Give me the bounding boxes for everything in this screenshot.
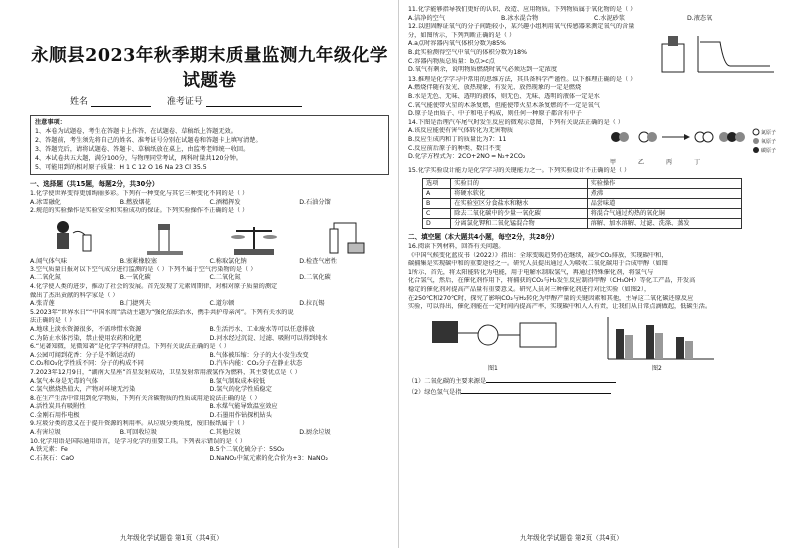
legend-entry: 碳原子: [761, 148, 777, 155]
option: B.反应生成丙和丁的质量比为7：11: [408, 135, 507, 143]
option: B.气体被压缩：分子的大小发生改变: [209, 351, 309, 359]
question-4-cont: 做出了杰出贡献的科学家是（ ）: [30, 291, 119, 299]
passage-line: 《中国气候变化蓝皮书（2022）》指出：全球变暖趋势仍在继续，减少CO₂排放，实现碳中和，: [408, 251, 668, 259]
table-cell: D: [423, 218, 451, 228]
figure-1-caption: 图1: [488, 364, 498, 372]
question-7: 7.2023年12月9日，“湖南大星座”首星发射成功，卫星发射常用液氢作为燃料，其主要优点是（ ）: [30, 368, 301, 376]
passage-line: 稳定的催化剂对提高产品量有重要意义。研究人员对三种催化剂进行对比实验（如图2），: [408, 285, 651, 293]
option: C.氢气燃烧热值大，产物对环境无污染: [30, 386, 136, 394]
option: A.活性炭具有吸附性: [30, 403, 86, 411]
question-4-options: [30, 300, 389, 309]
passage-line: 化合氢气，然后，在催化剂作用下，将捕获的CO₂与H₂发生反应制得甲醇（CH₃OH）等化工产品，开发高: [408, 277, 696, 285]
question-9-options: [30, 429, 389, 438]
question-2-options: [30, 258, 389, 266]
option: B.5个二氧化硫分子：5SO₂: [209, 446, 285, 454]
question-16: 16.阅读下列材料，回答有关问题。: [408, 242, 505, 250]
methanol-process-figure: [428, 315, 568, 365]
table-row: [423, 188, 742, 198]
sub-question-1: [408, 375, 780, 387]
question-12-cont: 分，如图所示，下列判断正确的是（ ）: [408, 31, 516, 39]
question-2: 2.规范的实验操作是实验安全和实验成功的保证。下列实验操作不正确的是（ ）: [30, 207, 249, 215]
option: A.铁元素：Fe: [30, 446, 68, 454]
option: C.容器内物质总质量：b点>c点: [408, 57, 495, 65]
answer-blank[interactable]: [461, 386, 611, 394]
option: B.此实验测得空气中氧气的体积分数为18%: [408, 48, 527, 56]
option: C.金刚石用作电极: [30, 411, 80, 419]
question-3-options: [30, 274, 389, 283]
option: C.石灰石：CaO: [30, 454, 75, 462]
section-heading: 二、填空题（本大题共4小题，每空2分，共28分）: [408, 232, 559, 241]
table-cell: 品尝味道: [587, 198, 741, 208]
notice-item: 4、本试卷共五大题，满分100分，与物理同堂考试，两科时量共120分钟。: [35, 155, 242, 162]
option: A.a点时容器内氧气体积分数为85%: [408, 40, 506, 48]
option: C.水泥砂浆: [594, 14, 626, 22]
table-cell: A: [423, 188, 451, 198]
option: A.地球上淡水资源很多，不需珍惜水资源: [30, 325, 142, 333]
sub-question-text: （1）二氧化碳的主要来源是: [408, 377, 487, 385]
notice-item: 2、答题前，考生须先将自己的姓名、准考证号分别在试题卷和答题卡上填写清楚。: [35, 137, 262, 144]
question-6-options: [30, 360, 389, 369]
airtightness-figure: [316, 219, 372, 257]
option: D.NaNO₂中氮元素的化合价为+3：NaNO₂: [209, 454, 329, 462]
figure-2: [598, 315, 718, 373]
option: D.检查气密性: [299, 257, 337, 265]
question-14: 14.下图是治理汽车尾气时发生反应的微观示意图，下列有关说法正确的是（ ）: [408, 118, 624, 126]
option: B.门捷列夫: [119, 300, 151, 308]
option: C.称取氯化钠: [209, 257, 247, 265]
table-row: [423, 208, 742, 218]
option: C.道尔顿: [209, 300, 235, 308]
name-field[interactable]: [91, 97, 151, 107]
notice-heading: 注意事项：: [35, 119, 66, 126]
table-cell: C: [423, 208, 451, 218]
question-2-figures: [30, 217, 389, 257]
passage-line: 实验，可以得出，催化剂能在一定时间内提高产率，实现碳中和人人有责，让我们从日常点滴做起，低碳生活。: [408, 303, 712, 311]
notice-item: 5、可能用到的相对原子质量：H 1 C 12 O 16 Na 23 Cl 35.5: [35, 164, 207, 171]
option: C.为防止水体污染，禁止使用农药和化肥: [30, 334, 142, 342]
student-info: [70, 94, 389, 107]
question-8: 8.在生产生活中常用到化学物质，下列有关含碳物质的性质或用途说法正确的是（ ）: [30, 394, 261, 402]
question-5: 5.2023年“世界水日”“中国水周”活动主题为“强化依法治水，携手共护母亲河”。下列有关水的说: [30, 308, 294, 316]
reaction-molecules: [604, 127, 780, 157]
option: D.氢气的化学性质稳定: [209, 386, 272, 394]
question-3: 3.空气质量日报对以下空气成分进行监测的是（ ）下列不属于空气污染物的是（ ）: [30, 265, 257, 273]
question-1-options: [30, 199, 389, 208]
option: D.石墨用作钻探机钻头: [209, 411, 272, 419]
section-heading: 一、选择题（共15题，每题2分，共30分）: [30, 180, 159, 188]
experiment-table: [422, 178, 742, 229]
option: D.石油分馏: [299, 198, 331, 206]
option: C.氧气能使带火星的木条复燃，但能使带火星木条复燃的不一定是氧气: [408, 101, 600, 109]
table-header: 选项: [423, 178, 451, 188]
option: C.O₂和O₃化学性质不同：分子的构成不同: [30, 360, 144, 368]
question-8-options: [30, 403, 389, 412]
question-7-options: [30, 378, 389, 387]
option: D.厨余垃圾: [299, 429, 331, 437]
question-11-options: [408, 15, 780, 24]
question-10-options: [30, 455, 389, 464]
page-footer: 九年级化学试题卷 第1页（共4页）: [120, 534, 223, 542]
question-1: 1.化学使世界变得更加绚丽多彩。下列有一种变化与其它三种变化不同的是（ ）: [30, 190, 249, 197]
passage-figures: [428, 315, 780, 373]
question-5-options: [30, 326, 389, 335]
sub-question-2: [408, 386, 780, 398]
question-5-cont: 法正确的是（ ）: [30, 317, 76, 325]
question-12: 12.以胆固醇证氧气的分子间距较小，某兴趣小组利用氧气传感器来测定氧气的含量: [408, 23, 635, 31]
option: D.液态氧: [687, 14, 713, 22]
molecule-name: 丙: [666, 159, 673, 167]
molecule-name: 甲: [610, 159, 617, 167]
passage-line: 在250℃和270℃时，探究了影响CO₂与H₂转化为甲醇产量的关键因素和其他，主导这二氧化碳还原反应: [408, 294, 694, 302]
question-15: 15.化学实验设计能力是化学学习的关键能力之一。下列实验设计不正确的是（ ）: [408, 167, 631, 175]
option: D.二氧化碳: [299, 274, 331, 282]
table-header-row: [423, 178, 742, 188]
page-divider: [398, 0, 399, 548]
option: A.燃烧伴随有发光、放热现象，有发光、放热现象的一定是燃烧: [408, 84, 582, 92]
option: A.闻气体气味: [30, 257, 68, 265]
table-cell: 将混合气通过灼热的氧化铜: [587, 208, 741, 218]
option: B.塞紧橡胶塞: [119, 257, 157, 265]
question-8-options: [30, 412, 389, 421]
option: A.洁净的空气: [408, 14, 446, 22]
question-6: 6.“见著知微，见微知著”是化学学科的特点。下列有关说法正确的是（ ）: [30, 343, 230, 351]
question-7-options: [30, 386, 389, 395]
option: B.燃放烟花: [119, 198, 151, 206]
option: B.生活污水、工业废水等可以任意排放: [209, 325, 315, 333]
catalyst-bar-figure: [598, 315, 718, 365]
sub-question-text: （2）绿色氢气是指: [408, 389, 462, 397]
option: A.二氧化氮: [30, 274, 61, 282]
name-label: 姓名: [70, 97, 89, 107]
question-9: 9.垃圾分类的意义在于提升资源的利用率。从垃圾分类角度，废旧报纸属于（ ）: [30, 420, 249, 428]
notice-item: 1、本卷为试题卷，考生在答题卡上作答，在试题卷、草稿纸上答题无效。: [35, 128, 237, 135]
balance-figure: [226, 219, 282, 257]
option: D.河水经过沉淀、过滤、吸附可以得到纯水: [209, 334, 328, 342]
option: B.一氧化碳: [119, 274, 151, 282]
molecule-name: 丁: [694, 159, 701, 167]
option: D.原子是由质子、中子和电子构成，则任何一种原子都含有中子: [408, 110, 582, 118]
rubber-stopper-figure: [137, 219, 193, 257]
molecule-names: [610, 157, 700, 166]
ticket-field[interactable]: [206, 97, 302, 107]
option: A.公园可闻到花香：分子是不断运动的: [30, 351, 136, 359]
question-10-options: [30, 446, 389, 455]
question-4: 4.化学使人类的进步，推动了社会的发展。首先发现了元素周期律，对相对原子质量的测定: [30, 282, 278, 290]
table-row: [423, 198, 742, 208]
notice-box: [30, 115, 389, 175]
option: B.水是无色、无味、透明的液体，则无色、无味、透明的液体一定是水: [408, 92, 600, 100]
notice-item: 3、答题完后，请将试题卷、答题卡、草稿纸放在桌上，由监考老师统一收回。: [35, 146, 250, 153]
figure-2-caption: 图2: [652, 364, 662, 372]
exam-title: 永顺县2023年秋季期末质量监测九年级化学试题卷: [31, 46, 388, 91]
reaction-diagram: [604, 127, 780, 167]
molecule-name: 乙: [638, 159, 645, 167]
legend-entry: 氮原子: [761, 130, 777, 137]
option: D.氧气有剩余，说明物质燃烧时氧气必须达到一定浓度: [408, 66, 558, 74]
option: A.冰雪融化: [30, 198, 61, 206]
figure-1: [428, 315, 568, 373]
oxygen-sensor-figure: [658, 32, 778, 76]
table-cell: B: [423, 198, 451, 208]
table-cell: 煮沸: [587, 188, 741, 198]
passage-line: 1所示，首先，将太阳能转化为电能，用于电解水制取氢气，再通过特殊催化剂，将氢气与: [408, 268, 654, 276]
option: A.张青莲: [30, 300, 55, 308]
legend-entry: 氧原子: [761, 139, 777, 146]
table-header: 实验操作: [587, 178, 741, 188]
page-2: [400, 0, 794, 548]
option: C.酒精挥发: [209, 198, 241, 206]
table-cell: 溶解、加水溶解、过滤、洗涤、蒸发: [587, 218, 741, 228]
ticket-label: 准考证号: [166, 97, 203, 107]
option: A.该反应能使有害气体转化为无害物质: [408, 127, 514, 135]
page-footer: 九年级化学试题卷 第2页（共4页）: [520, 534, 623, 542]
passage-line: 碳捕集是实现碳中和的重要途径之一。研究人员提出通过人为吸收二氧化碳用于合成甲醇（如图: [408, 260, 668, 268]
question-10: 10.化学用语是国际通用语言，是学习化学的重要工具。下列表示错误的是（ ）: [30, 437, 246, 445]
option: B.可回收垃圾: [119, 429, 157, 437]
smell-gas-figure: [47, 219, 103, 257]
question-5-options: [30, 335, 389, 344]
table-cell: 分离氯化钾和二氧化锰混合物: [451, 218, 587, 228]
option: B.水煤气能导致温室效应: [209, 403, 278, 411]
option: B.氢气制取成本较低: [209, 377, 266, 385]
question-13: 13.推理是化学学习中常用的思维方法，其具备科学严谨性。以下推理正确的是（ ）: [408, 75, 637, 83]
option: A.有害垃圾: [30, 429, 61, 437]
question-11: 11.化学能够指导我们更好的认识、改造、应用物质。下列物质属于氧化物的是（ ）: [408, 6, 637, 13]
option: C.其他垃圾: [209, 429, 241, 437]
atom-legend: [761, 129, 776, 156]
option: C.二氧化氮: [209, 274, 241, 282]
table-header: 实验目的: [451, 178, 587, 188]
option: A.氢气本身是无毒的气体: [30, 377, 98, 385]
option: D.汽车内能：CO₂分子在静止状态: [209, 360, 303, 368]
option: D.化学方程式为：2CO+2NO ═ N₂+2CO₂: [408, 153, 526, 161]
table-cell: 除去二氧化碳中的少量一氧化碳: [451, 208, 587, 218]
answer-blank[interactable]: [486, 375, 616, 383]
option: D.拉瓦锡: [299, 300, 325, 308]
table-cell: 在实验室区分食盐水和糖水: [451, 198, 587, 208]
table-row: [423, 218, 742, 228]
option: C.反应前后原子的种类、数目不变: [408, 144, 501, 152]
option: B.冰水混合物: [501, 14, 539, 22]
table-cell: 将硬水软化: [451, 188, 587, 198]
